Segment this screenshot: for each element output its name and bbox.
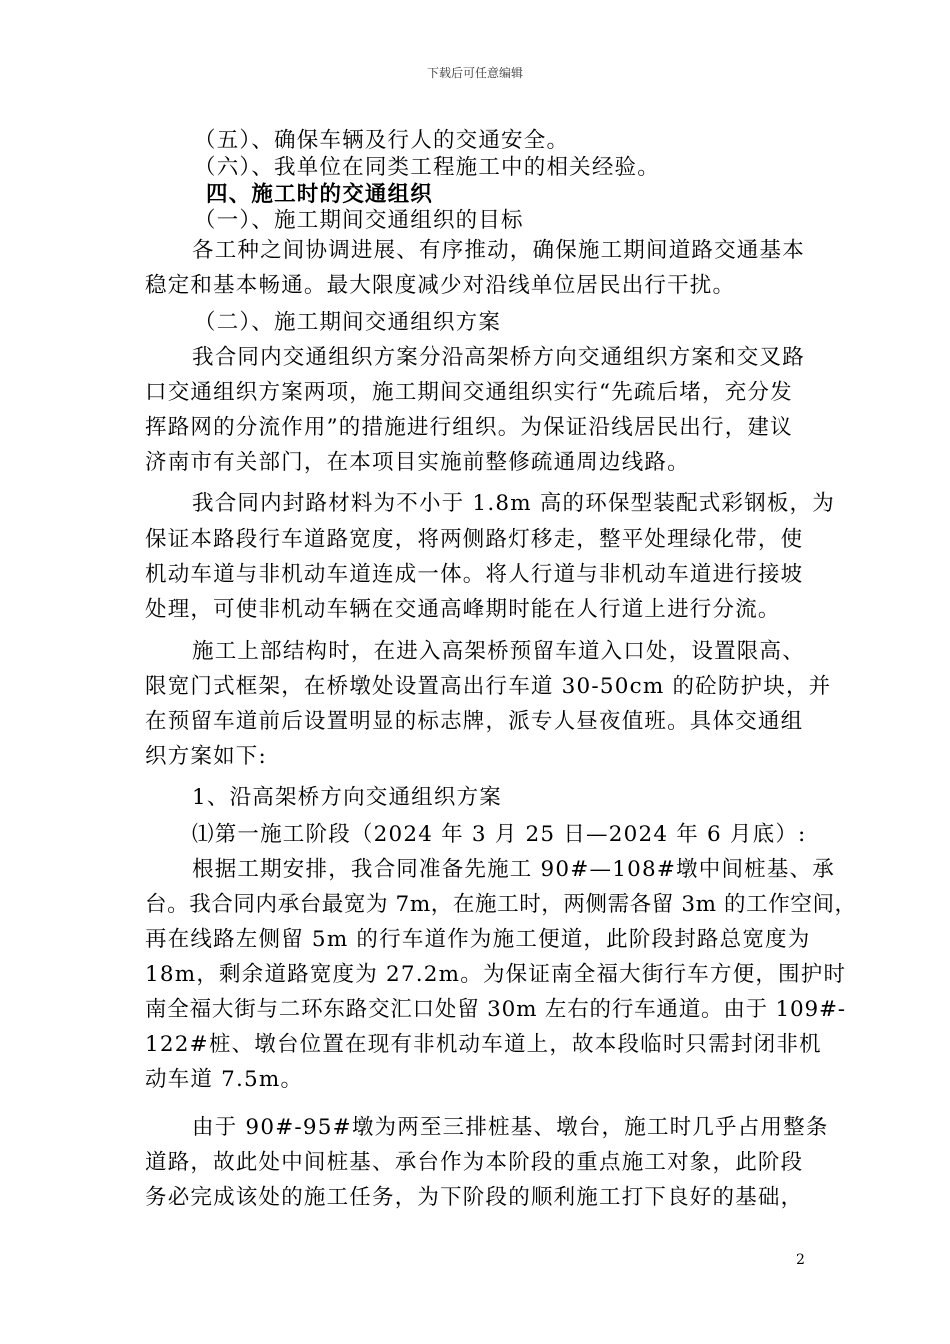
text-line: （一）、施工期间交通组织的目标 bbox=[194, 208, 524, 233]
text-line: 处理，可使非机动车辆在交通高峰期时能在人行道上进行分流。 bbox=[145, 597, 781, 622]
text-line: 我合同内封路材料为不小于 1.8m 高的环保型装配式彩钢板，为 bbox=[192, 491, 835, 516]
text-line: 挥路网的分流作用”的措施进行组织。为保证沿线居民出行，建议 bbox=[145, 415, 793, 440]
page-header: 下载后可任意编辑 bbox=[426, 66, 523, 80]
text-line: （六）、我单位在同类工程施工中的相关经验。 bbox=[194, 155, 660, 180]
text-line: 济南市有关部门，在本项目实施前整修疏通周边线路。 bbox=[145, 450, 690, 475]
text-line: 机动车道与非机动车道连成一体。将人行道与非机动车道进行接坡 bbox=[145, 562, 804, 587]
text-line: 务必完成该处的施工任务，为下阶段的顺利施工打下良好的基础， bbox=[145, 1185, 804, 1210]
text-line: 由于 90#-95#墩为两至三排桩基、墩台，施工时几乎占用整条 bbox=[192, 1115, 829, 1140]
text-line: （五）、确保车辆及行人的交通安全。 bbox=[194, 128, 570, 153]
text-line: 1、沿高架桥方向交通组织方案 bbox=[192, 785, 502, 810]
text-line: 织方案如下: bbox=[145, 744, 267, 769]
text-line: 限宽门式框架，在桥墩处设置高出行车道 30-50cm 的砼防护块，并 bbox=[145, 674, 832, 699]
section-heading: 四、施工时的交通组织 bbox=[206, 182, 434, 207]
text-line: 根据工期安排，我合同准备先施工 90#—108#墩中间桩基、承 bbox=[192, 857, 835, 882]
text-line: 动车道 7.5m。 bbox=[145, 1067, 304, 1092]
text-line: 口交通组织方案两项，施工期间交通组织实行“先疏后堵，充分发 bbox=[145, 380, 793, 405]
text-line: 道路，故此处中间桩基、承台作为本阶段的重点施工对象，此阶段 bbox=[145, 1150, 804, 1175]
text-line: 台。我合同内承台最宽为 7m，在施工时，两侧需各留 3m 的工作空间， bbox=[145, 892, 857, 917]
text-line: 保证本路段行车道路宽度，将两侧路灯移走，整平处理绿化带，使 bbox=[145, 527, 804, 552]
text-line: 施工上部结构时，在进入高架桥预留车道入口处，设置限高、 bbox=[192, 639, 805, 664]
text-line: 122#桩、墩台位置在现有非机动车道上，故本段临时只需封闭非机 bbox=[145, 1032, 822, 1057]
text-line: 南全福大街与二环东路交汇口处留 30m 左右的行车通道。由于 109#- bbox=[145, 997, 846, 1022]
text-line: 稳定和基本畅通。最大限度减少对沿线单位居民出行干扰。 bbox=[145, 273, 736, 298]
text-line: ⑴第一施工阶段（2024 年 3 月 25 日—2024 年 6 月底）: bbox=[192, 822, 807, 847]
page-number: 2 bbox=[796, 1252, 805, 1268]
text-line: 再在线路左侧留 5m 的行车道作为施工便道，此阶段封路总宽度为 bbox=[145, 927, 811, 952]
text-line: 我合同内交通组织方案分沿高架桥方向交通组织方案和交叉路 bbox=[192, 345, 805, 370]
text-line: 18m，剩余道路宽度为 27.2m。为保证南全福大街行车方便，围护时 bbox=[145, 962, 847, 987]
text-line: 在预留车道前后设置明显的标志牌，派专人昼夜值班。具体交通组 bbox=[145, 709, 804, 734]
text-line: 各工种之间协调进展、有序推动，确保施工期间道路交通基本 bbox=[192, 238, 805, 263]
text-line: （二）、施工期间交通组织方案 bbox=[194, 310, 502, 335]
